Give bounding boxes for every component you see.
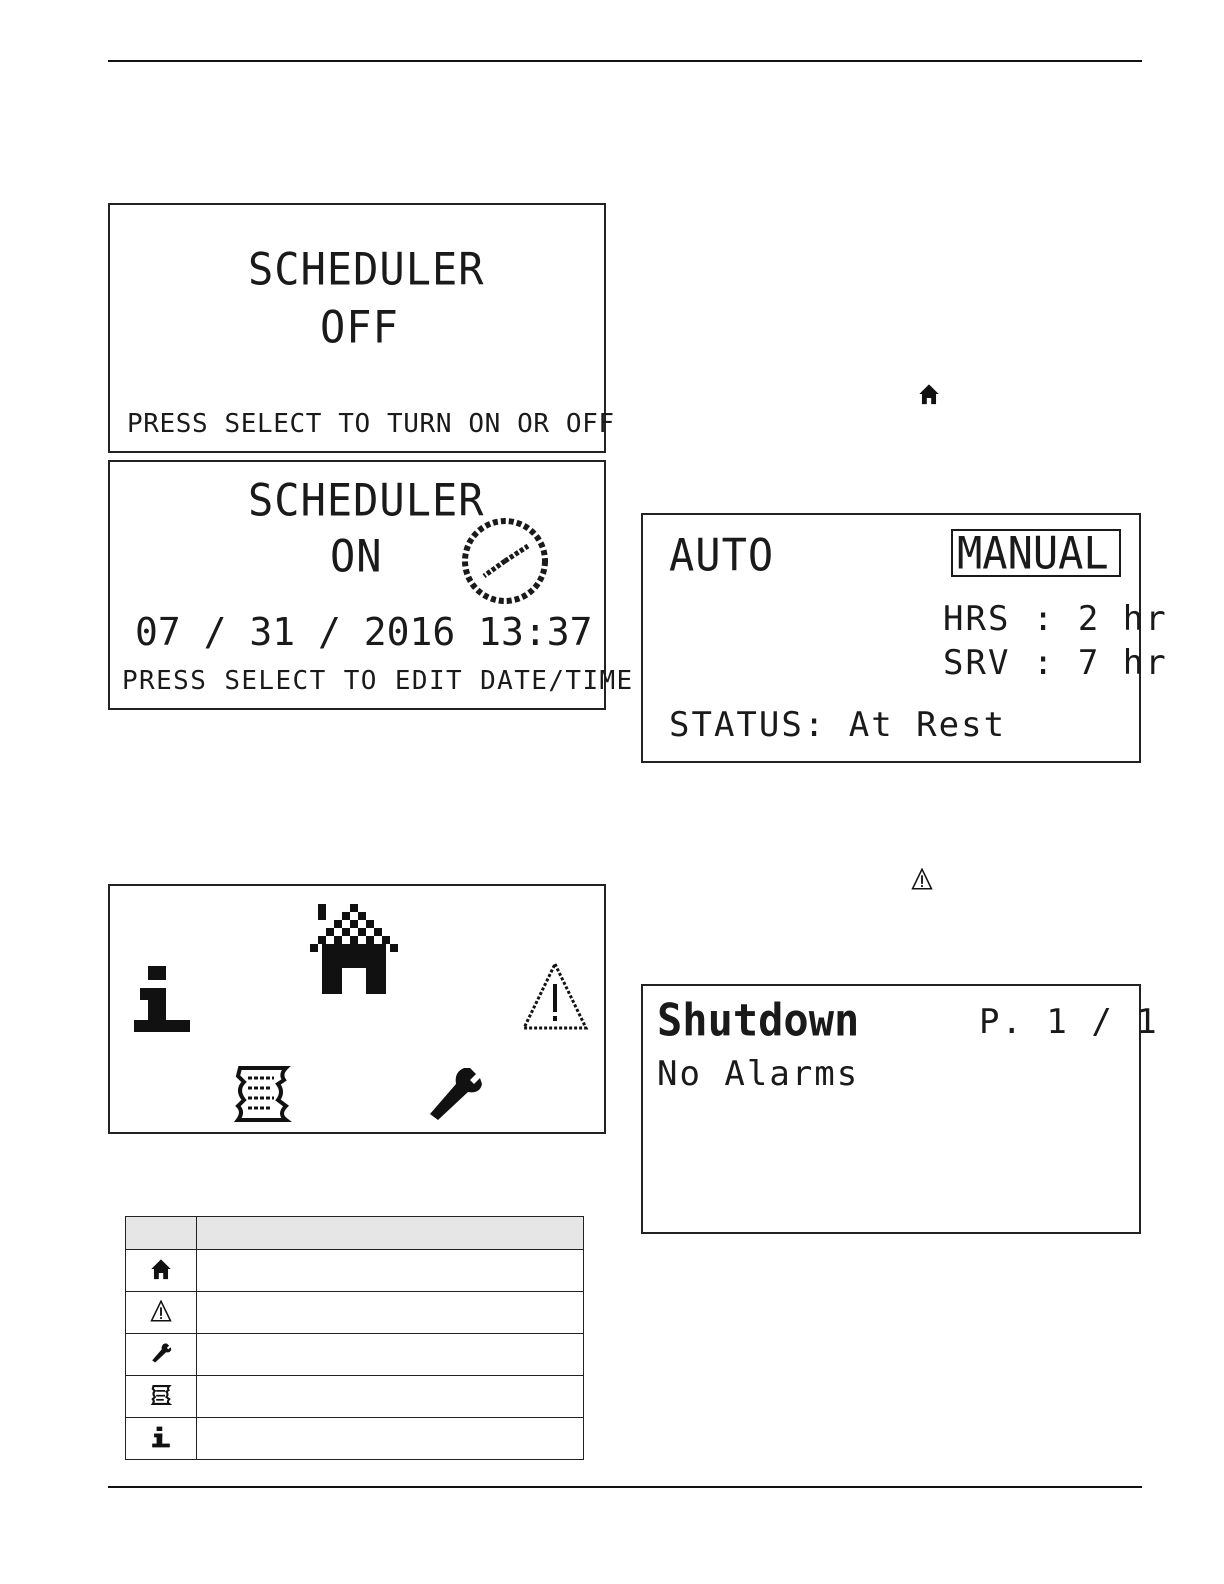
mode-manual: MANUAL (957, 527, 1109, 580)
top-rule (108, 60, 1142, 62)
legend-header-description (197, 1217, 584, 1250)
scheduler-off-prompt: PRESS SELECT TO TURN ON OR OFF (127, 409, 615, 439)
info-icon (150, 1426, 172, 1448)
home-icon[interactable] (310, 896, 410, 996)
scheduler-on-screen (108, 460, 634, 710)
service-readout: SRV : 7 hr (943, 643, 1168, 683)
legend-header-row (126, 1217, 584, 1250)
legend-description-cell (197, 1418, 584, 1460)
hours-readout: HRS : 2 hr (943, 599, 1168, 639)
scheduler-off-title: SCHEDULER (248, 243, 485, 296)
table-row (126, 1250, 584, 1292)
log-scroll-icon (150, 1384, 172, 1406)
scheduler-on-state: ON (330, 530, 383, 583)
legend-icon-cell (126, 1250, 197, 1292)
legend-header-icon (126, 1217, 197, 1250)
scheduler-off-state: OFF (320, 301, 399, 354)
scheduler-datetime: 07 / 31 / 2016 13:37 (135, 610, 593, 654)
status-readout: STATUS: At Rest (669, 705, 1007, 745)
alarm-page-indicator: P. 1 / 1 (979, 1002, 1159, 1042)
legend-icon-cell (126, 1292, 197, 1334)
legend-description-cell (197, 1250, 584, 1292)
scheduler-off-screen (108, 203, 615, 453)
legend-icon-cell (126, 1418, 197, 1460)
home-status-screen (641, 513, 1168, 763)
warning-icon[interactable] (520, 960, 590, 1032)
icon-legend-table (125, 1216, 584, 1460)
wrench-icon[interactable] (424, 1064, 484, 1124)
alarm-message: No Alarms (657, 1054, 860, 1094)
table-row (126, 1418, 584, 1460)
warning-icon (911, 868, 933, 890)
warning-icon (150, 1300, 172, 1322)
alarm-title: Shutdown (657, 994, 860, 1047)
main-menu-screen (108, 884, 606, 1134)
bottom-rule (108, 1486, 1142, 1488)
home-icon (150, 1258, 172, 1280)
scheduler-on-title: SCHEDULER (248, 474, 485, 527)
info-icon[interactable] (132, 964, 192, 1034)
scheduler-on-prompt: PRESS SELECT TO EDIT DATE/TIME (122, 666, 634, 696)
clock-icon (460, 516, 550, 606)
alarm-screen (641, 984, 1159, 1234)
table-row (126, 1334, 584, 1376)
table-row (126, 1292, 584, 1334)
legend-description-cell (197, 1334, 584, 1376)
table-row (126, 1376, 584, 1418)
legend-icon-cell (126, 1334, 197, 1376)
legend-description-cell (197, 1292, 584, 1334)
log-scroll-icon[interactable] (230, 1062, 294, 1126)
legend-description-cell (197, 1376, 584, 1418)
home-icon (918, 383, 940, 405)
wrench-icon (150, 1342, 172, 1364)
mode-auto: AUTO (669, 529, 775, 582)
legend-icon-cell (126, 1376, 197, 1418)
